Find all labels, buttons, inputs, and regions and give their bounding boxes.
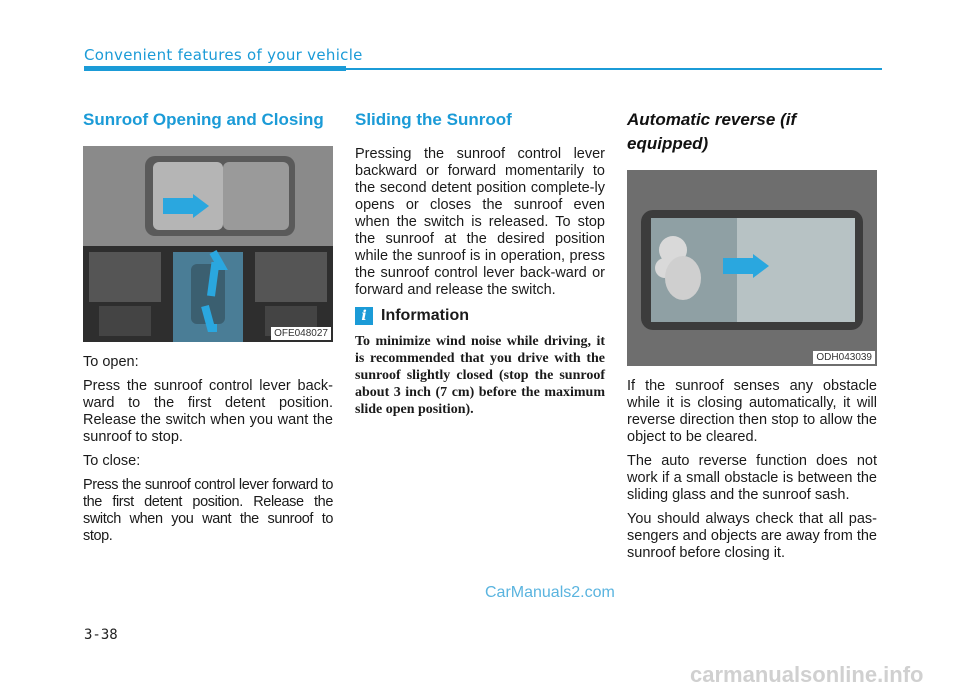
page-number: 3-38	[84, 627, 118, 643]
header-bar	[84, 66, 346, 71]
close-label: To close:	[83, 453, 141, 469]
auto-reverse-p3: You should always check that all pas-sengers and objects are away from the sunroof before closing it.	[627, 511, 877, 561]
close-text: Press the sunroof control lever forward to the first detent position. Release the switch when you want the sunroof to stop.	[83, 477, 333, 544]
column-opening-closing	[83, 108, 333, 552]
figure-code: OFE048027	[271, 327, 331, 340]
heading-auto-reverse: Automatic reverse (if equipped)	[627, 110, 797, 153]
section-title: Convenient features of your vehicle	[84, 46, 363, 64]
sunroof-switch-illustration	[83, 146, 333, 342]
information-text: To minimize wind noise while driving, it is recommended that you drive with the sunroof slightly closed (stop the sunroof about 3 inch (7 cm) before the maximum slide open position).	[355, 334, 605, 417]
sliding-body: Pressing the sunroof control lever backward or forward momentarily to the second detent position complete-ly opens or closes the sunroof even when the switch is released. To stop the sunroof at the desired position while the sunroof is in operation, press the sunroof control lever back-ward or forward and release the switch.	[355, 146, 605, 298]
information-box-header	[355, 307, 605, 325]
info-icon: i	[355, 307, 373, 325]
heading-opening-closing: Sunroof Opening and Closing	[83, 110, 324, 129]
sunroof-switch-figure	[83, 146, 333, 342]
column-sliding	[355, 108, 605, 418]
figure-code: ODH043039	[813, 351, 875, 364]
auto-reverse-p1: If the sunroof senses any obstacle while it is closing automatically, it will reverse direction then stop to allow the object to be cleared.	[627, 378, 877, 445]
watermark-bottom: carmanualsonline.info	[690, 662, 924, 687]
column-auto-reverse	[627, 108, 877, 569]
header-rule	[346, 68, 882, 70]
auto-reverse-p2: The auto reverse function does not work if a small obstacle is between the sliding glass and the sunroof sash.	[627, 453, 877, 503]
heading-sliding: Sliding the Sunroof	[355, 110, 512, 129]
open-text: Press the sunroof control lever back-ward to the first detent position. Release the switch when you want the sunroof to stop.	[83, 378, 333, 445]
information-title: Information	[381, 307, 469, 324]
auto-reverse-figure	[627, 170, 877, 366]
watermark-top: CarManuals2.com	[485, 584, 615, 601]
auto-reverse-illustration	[627, 170, 877, 366]
open-label: To open:	[83, 354, 139, 370]
